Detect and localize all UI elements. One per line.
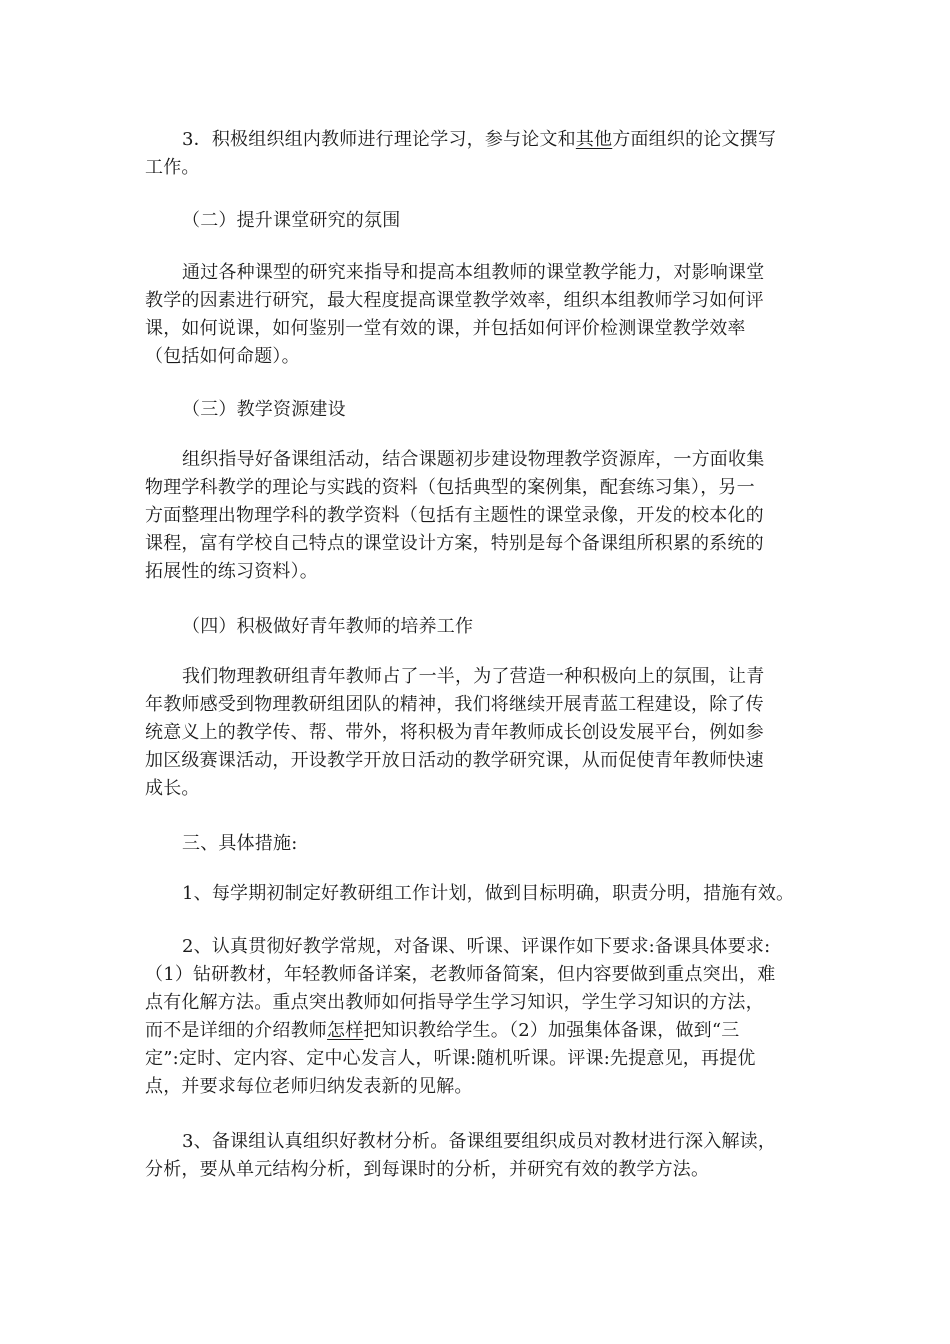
heading-line: （三）教学资源建设 [182,399,346,420]
text-line: 方面整理出物理学科的教学资料（包括有主题性的课堂录像，开发的校本化的 [145,505,764,526]
text-line: 点有化解方法。重点突出教师如何指导学生学习知识，学生学习知识的方法， [145,992,764,1013]
heading-line: 三、具体措施: [182,833,298,854]
text-line: 工作。 [145,157,200,178]
text-line: 组织指导好备课组活动，结合课题初步建设物理教学资源库，一方面收集 [182,449,765,470]
text-line: （包括如何命题）。 [145,346,300,367]
paragraph-resources [145,446,820,586]
text-line: 分析，要从单元结构分析，到每课时的分析，并研究有效的教学方法。 [145,1159,710,1180]
section-heading-young-teachers [145,613,820,641]
text-line: 课程，富有学校自己特点的课堂设计方案，特别是每个备课组所积累的系统的 [145,533,764,554]
text-line: 物理学科教学的理论与实践的资料（包括典型的案例集，配套练习集），另一 [145,477,755,498]
paragraph-measure-1 [145,880,820,908]
paragraph-measure-2 [145,933,820,1101]
text-line: 我们物理教研组青年教师占了一半，为了营造一种积极向上的氛围，让青 [182,666,765,687]
paragraph-measure-3 [145,1128,820,1184]
paragraph-theory-study [145,126,820,182]
text-line: 定”:定时、定内容、定中心发言人，听课:随机听课。评课:先提意见，再提优 [145,1048,756,1069]
text-line: （1）钻研教材，年轻教师备详案，老教师备简案，但内容要做到重点突出，难 [145,964,776,985]
text-line: 年教师感受到物理教研组团队的精神，我们将继续开展青蓝工程建设，除了传 [145,694,764,715]
text-line: 加区级赛课活动，开设教学开放日活动的教学研究课，从而促使青年教师快速 [145,750,764,771]
underlined-text: 其他 [575,129,613,150]
section-heading-classroom-research [145,207,820,235]
text-line: 而不是详细的介绍教师怎样把知识教给学生。（2）加强集体备课，做到“三 [145,1020,740,1041]
text-line: 1、每学期初制定好教研组工作计划，做到目标明确，职责分明，措施有效。 [182,883,795,904]
section-heading-resources [145,396,820,424]
text-line: 成长。 [145,778,200,799]
underlined-text: 怎样 [327,1020,364,1041]
text-line: 拓展性的练习资料）。 [145,561,318,582]
heading-line: （二）提升课堂研究的氛围 [182,210,401,231]
heading-line: （四）积极做好青年教师的培养工作 [182,616,474,637]
section-heading-measures [145,830,820,858]
text-line: 教学的因素进行研究，最大程度提高课堂教学效率，组织本组教师学习如何评 [145,290,764,311]
text-line: 3．积极组织组内教师进行理论学习，参与论文和其他方面组织的论文撰写 [182,129,777,150]
text-line: 课，如何说课，如何鉴别一堂有效的课，并包括如何评价检测课堂教学效率 [145,318,746,339]
paragraph-classroom-research [145,259,820,371]
text-line: 点，并要求每位老师归纳发表新的见解。 [145,1076,473,1097]
text-line: 通过各种课型的研究来指导和提高本组教师的课堂教学能力，对影响课堂 [182,262,765,283]
text-line: 2、认真贯彻好教学常规，对备课、听课、评课作如下要求:备课具体要求: [182,936,771,957]
text-line: 3、备课组认真组织好教材分析。备课组要组织成员对教材进行深入解读， [182,1131,777,1152]
paragraph-young-teachers [145,663,820,803]
text-line: 统意义上的教学传、帮、带外，将积极为青年教师成长创设发展平台，例如参 [145,722,764,743]
